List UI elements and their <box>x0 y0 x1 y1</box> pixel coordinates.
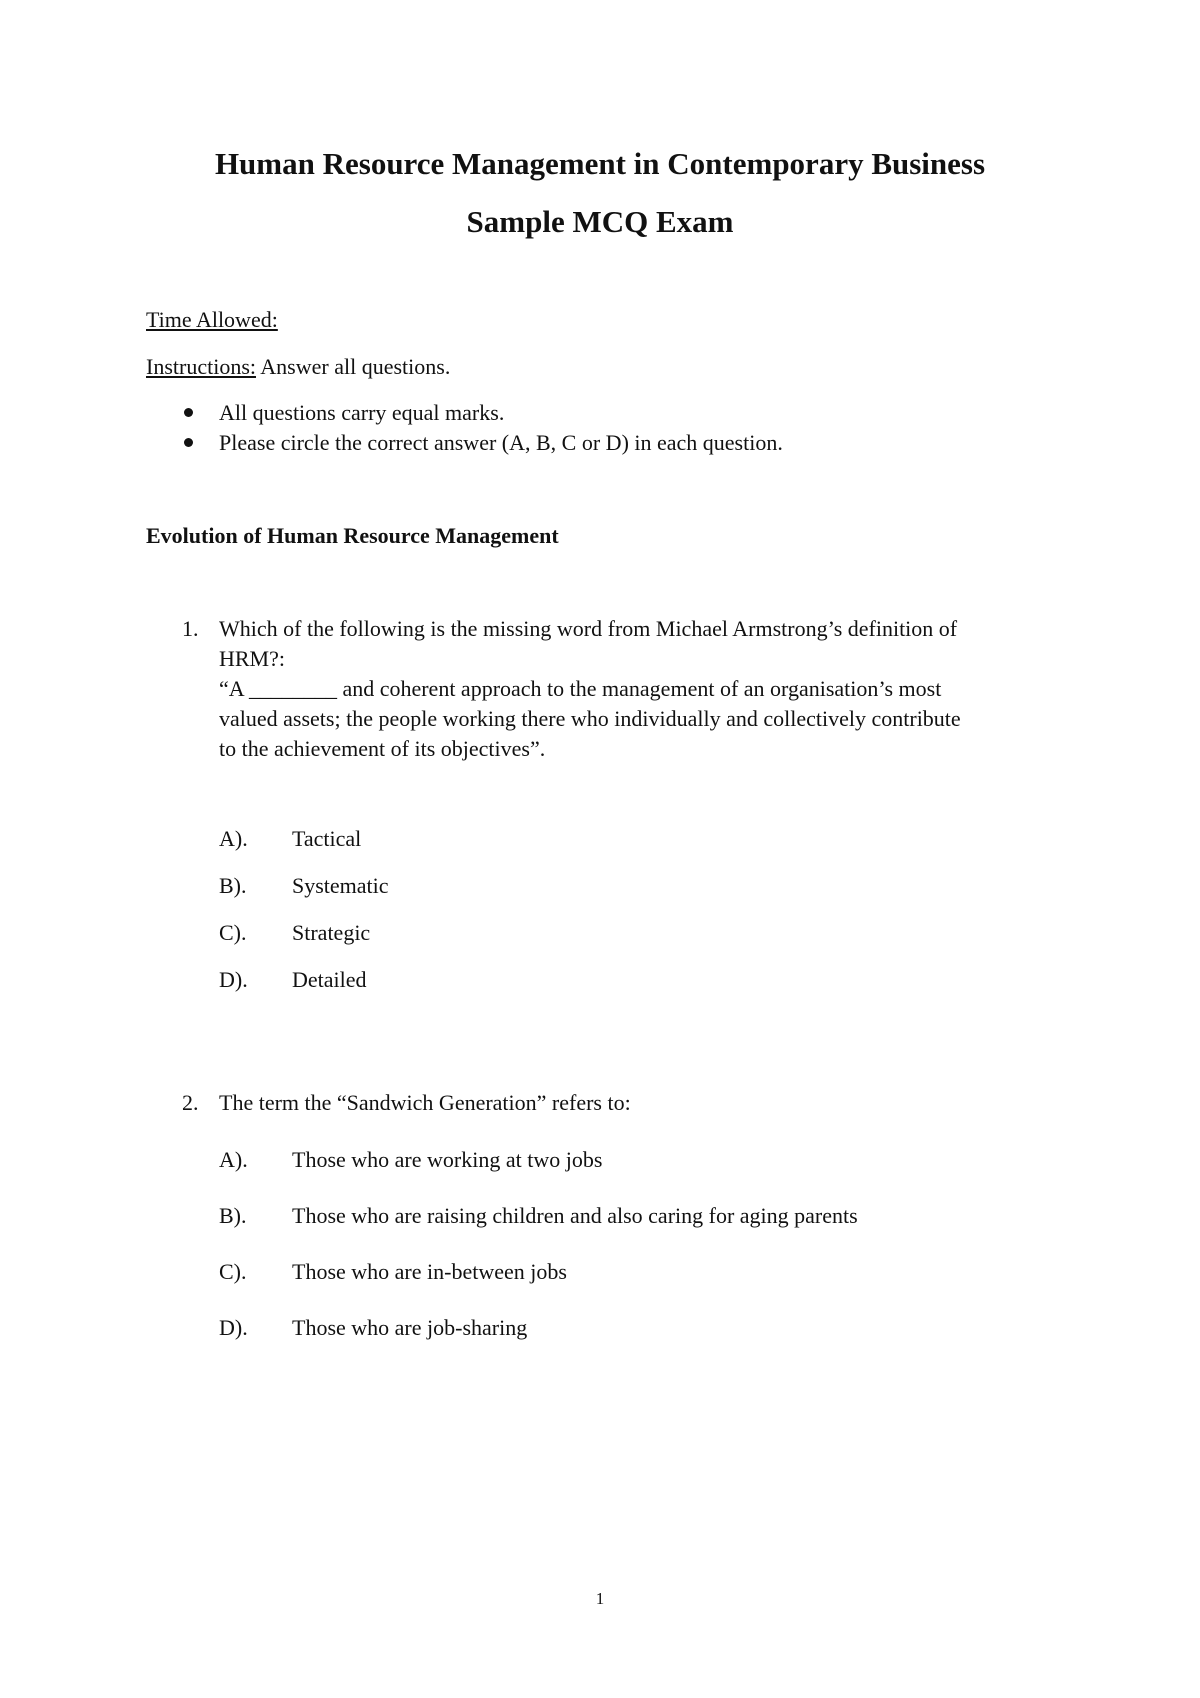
option-letter: A). <box>219 826 248 851</box>
option-letter: C). <box>219 920 247 945</box>
bullet-icon <box>184 438 193 447</box>
page-number: 1 <box>595 1589 605 1608</box>
option-text: Those who are in-between jobs <box>292 1259 567 1284</box>
instructions-line <box>146 352 450 382</box>
time-allowed-line <box>146 305 278 335</box>
question-text-line: The term the “Sandwich Generation” refers to: <box>219 1090 631 1115</box>
option-text: Those who are raising children and also caring for aging parents <box>292 1203 858 1228</box>
document-title: Human Resource Management in Contemporary Business <box>214 146 986 181</box>
section-heading: Evolution of Human Resource Management <box>146 523 559 548</box>
instructions-text: Answer all questions. <box>256 354 451 379</box>
option-letter: C). <box>219 1259 247 1284</box>
answer-option-a[interactable] <box>219 824 361 854</box>
bullet-icon <box>184 408 193 417</box>
option-letter: D). <box>219 1315 248 1340</box>
option-text: Systematic <box>292 873 389 898</box>
option-letter: D). <box>219 967 248 992</box>
option-text: Strategic <box>292 920 371 945</box>
option-text: Detailed <box>292 967 367 992</box>
time-allowed-label: Time Allowed: <box>146 307 278 332</box>
option-letter: A). <box>219 1147 248 1172</box>
answer-option-b[interactable] <box>219 1201 858 1231</box>
question-text-line: HRM?: <box>219 646 285 671</box>
question-text-line: Which of the following is the missing word from Michael Armstrong’s definition of <box>219 616 958 641</box>
option-letter: B). <box>219 873 247 898</box>
instruction-bullets <box>0 398 1200 458</box>
answer-option-d[interactable] <box>219 1313 527 1343</box>
bullet-item <box>0 428 1200 458</box>
question-text-line: to the achievement of its objectives”. <box>219 736 546 761</box>
answer-option-d[interactable] <box>219 965 367 995</box>
answer-option-a[interactable] <box>219 1145 602 1175</box>
bullet-text: Please circle the correct answer (A, B, C or D) in each question. <box>219 430 783 455</box>
answer-option-b[interactable] <box>219 871 389 901</box>
option-text: Tactical <box>292 826 362 851</box>
bullet-text: All questions carry equal marks. <box>219 400 505 425</box>
answer-option-c[interactable] <box>219 918 370 948</box>
document-subtitle: Sample MCQ Exam <box>466 204 734 239</box>
question-text <box>219 1088 1099 1118</box>
question-number: 2. <box>182 1090 199 1115</box>
option-text: Those who are job-sharing <box>292 1315 528 1340</box>
bullet-item <box>0 398 1200 428</box>
question-text-line: “A ________ and coherent approach to the management of an organisation’s most <box>219 676 942 701</box>
option-letter: B). <box>219 1203 247 1228</box>
question-text-line: valued assets; the people working there who individually and collectively contribute <box>219 706 961 731</box>
question-text <box>219 614 1099 764</box>
answer-option-c[interactable] <box>219 1257 567 1287</box>
option-text: Those who are working at two jobs <box>292 1147 603 1172</box>
instructions-label: Instructions: <box>146 354 256 379</box>
question-number: 1. <box>182 616 199 641</box>
